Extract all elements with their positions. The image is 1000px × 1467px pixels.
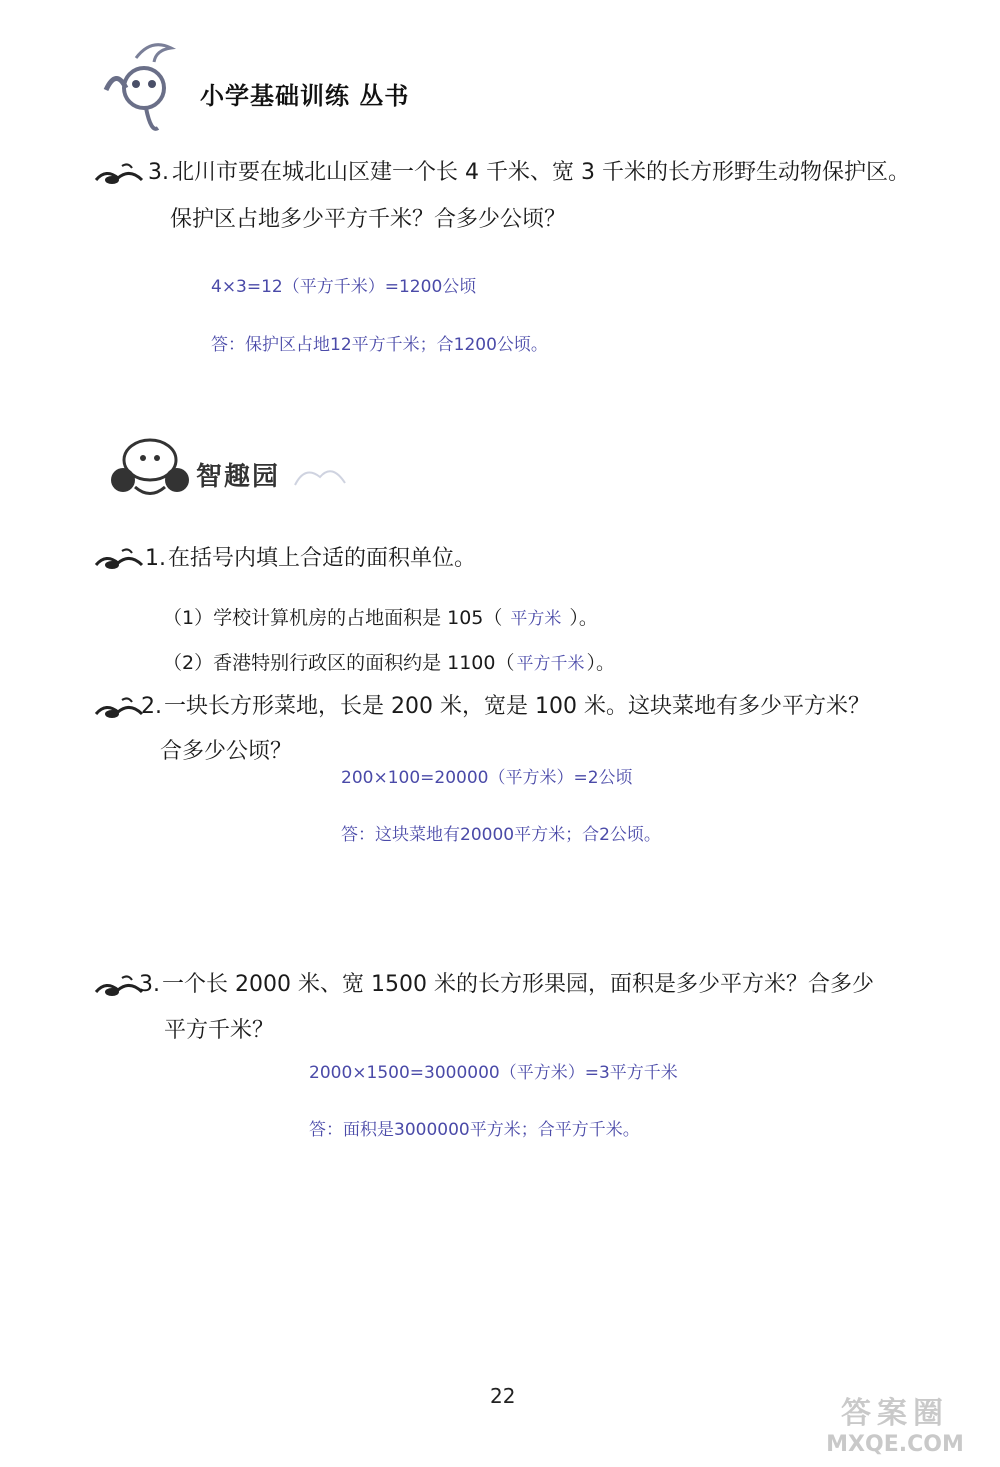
question-text: 在括号内填上合适的面积单位。 — [168, 546, 477, 571]
answer-calculation: 2000×1500=3000000（平方米）=3平方千米 — [309, 1063, 678, 1083]
bullet-icon — [92, 694, 146, 720]
question-text: 一块长方形菜地，长是 200 米，宽是 100 米。这块菜地有多少平方米？ — [164, 694, 870, 719]
question-text: 一个长 2000 米、宽 1500 米的长方形果园，面积是多少平方米？合多少 — [162, 972, 874, 997]
header-title: 小学基础训练 丛书 — [200, 82, 410, 110]
question-number: 3. — [139, 972, 160, 997]
fill-item-answer: 平方米 — [510, 609, 562, 629]
section-mascot-icon — [105, 432, 195, 502]
answer-text: 答：保护区占地12平方千米；合1200公顷。 — [211, 335, 548, 355]
question-number: 2. — [141, 694, 162, 719]
question-number: 3. — [148, 160, 169, 185]
header-mascot-icon — [96, 38, 196, 138]
question-text: 合多少公顷？ — [160, 739, 293, 764]
section-title: 智趣园 — [196, 462, 281, 492]
fill-item-suffix: ）。 — [569, 607, 598, 629]
bullet-icon — [92, 972, 146, 998]
answer-text: 答：面积是3000000平方米；合平方千米。 — [309, 1120, 640, 1140]
fill-item-prefix: （2）香港特别行政区的面积约是 1100（ — [163, 652, 515, 674]
page-number: 22 — [490, 1384, 516, 1408]
answer-calculation: 200×100=20000（平方米）=2公顷 — [341, 768, 633, 788]
question-text: 北川市要在城北山区建一个长 4 千米、宽 3 千米的长方形野生动物保护区。 — [172, 160, 910, 185]
bullet-icon — [92, 160, 146, 186]
answer-calculation: 4×3=12（平方千米）=1200公顷 — [211, 277, 477, 297]
question-text: 平方千米？ — [164, 1018, 275, 1043]
question-number: 1. — [145, 546, 166, 571]
answer-text: 答：这块菜地有20000平方米；合2公顷。 — [341, 825, 661, 845]
fill-item-prefix: （1）学校计算机房的占地面积是 105（ — [163, 607, 503, 629]
fill-item-suffix: ）。 — [586, 652, 615, 674]
fill-item-1 — [163, 603, 598, 630]
watermark — [800, 1388, 990, 1457]
question-text: 保护区占地多少平方千米？合多少公顷？ — [170, 207, 567, 232]
fill-item-2 — [163, 648, 615, 675]
watermark-url: MXQE.COM — [826, 1432, 964, 1457]
decorative-cloud-icon — [290, 455, 350, 495]
fill-item-answer: 平方千米 — [516, 654, 585, 674]
bullet-icon — [92, 545, 146, 571]
watermark-logo-text: 答案圈 — [841, 1396, 949, 1431]
